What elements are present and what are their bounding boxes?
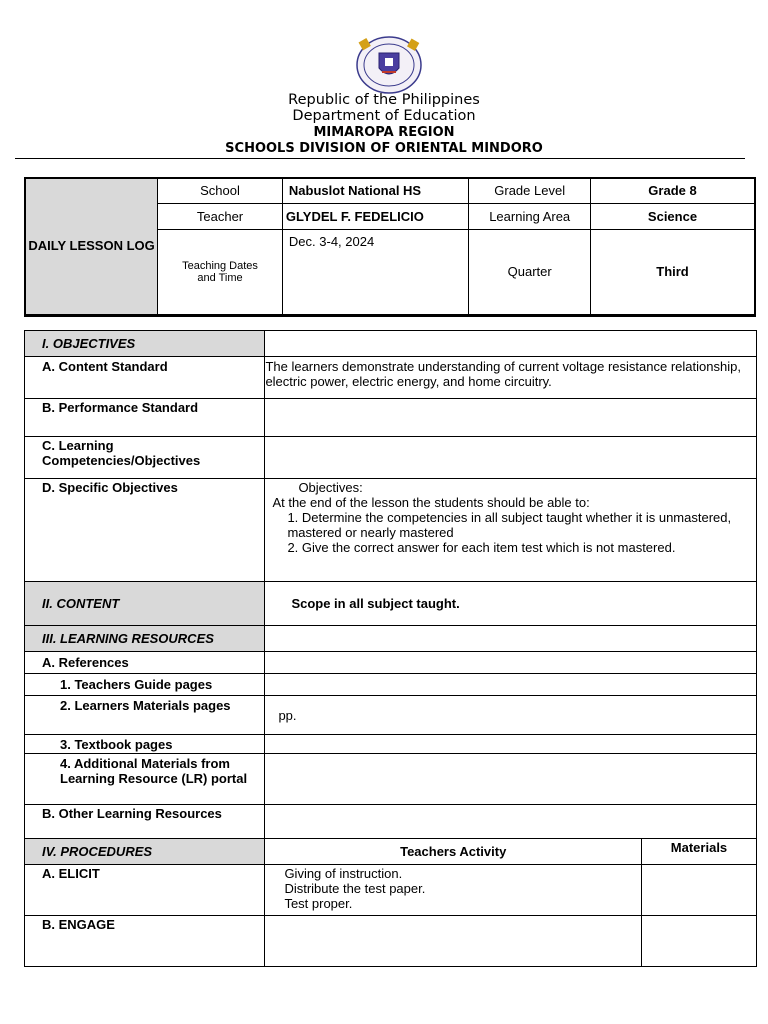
header-divider [15, 158, 745, 159]
daily-lesson-log-title: DAILY LESSON LOG [25, 178, 158, 315]
lesson-plan-table [24, 330, 757, 967]
elicit-step-1: Giving of instruction. [284, 866, 403, 881]
learning-area-value: Science [591, 203, 755, 229]
teachers-guide-value [265, 674, 757, 696]
references-value [265, 652, 757, 674]
header-region: MIMAROPA REGION [313, 125, 455, 140]
content-standard-label: A. Content Standard [25, 357, 265, 399]
performance-standard-value [265, 399, 757, 437]
engage-label: B. ENGAGE [25, 916, 265, 967]
school-label: School [158, 178, 283, 203]
engage-materials [641, 916, 756, 967]
elicit-materials [641, 865, 756, 916]
textbook-pages-label: 3. Textbook pages [25, 735, 265, 754]
learning-resources-heading: III. LEARNING RESOURCES [25, 626, 265, 652]
engage-activity [265, 916, 642, 967]
teachers-guide-label: 1. Teachers Guide pages [25, 674, 265, 696]
learners-materials-value: pp. [265, 696, 757, 735]
additional-materials-value [265, 754, 757, 805]
performance-standard-label: B. Performance Standard [25, 399, 265, 437]
specific-objective-1: 1. Determine the competencies in all subject taught whether it is unmastered, mastered or nearly mastered [287, 510, 732, 540]
learning-competencies-value [265, 437, 757, 479]
objectives-cell [265, 331, 757, 357]
other-resources-label: B. Other Learning Resources [25, 805, 265, 839]
lesson-info-table [24, 177, 756, 317]
specific-objectives-value [265, 479, 757, 582]
objectives-heading: I. OBJECTIVES [25, 331, 265, 357]
specific-objective-2: 2. Give the correct answer for each item test which is not mastered. [287, 540, 676, 555]
teachers-activity-header: Teachers Activity [265, 839, 642, 865]
content-value: Scope in all subject taught. [265, 582, 757, 626]
content-heading: II. CONTENT [25, 582, 265, 626]
teaching-dates-value: Dec. 3-4, 2024 [282, 229, 468, 315]
elicit-activity [265, 865, 642, 916]
header-department: Department of Education [292, 108, 476, 124]
elicit-step-2: Distribute the test paper. [284, 881, 426, 896]
specific-objectives-title: Objectives: [298, 480, 363, 495]
procedures-heading: IV. PROCEDURES [25, 839, 265, 865]
materials-header: Materials [641, 839, 756, 865]
elicit-label: A. ELICIT [25, 865, 265, 916]
additional-materials-label: 4. Additional Materials from Learning Resource (LR) portal [25, 754, 265, 805]
specific-objectives-intro: At the end of the lesson the students should be able to: [272, 495, 590, 510]
references-label: A. References [25, 652, 265, 674]
deped-seal [355, 36, 423, 94]
teaching-dates-label: Teaching Dates and Time [158, 229, 283, 315]
teacher-label: Teacher [158, 203, 283, 229]
header-republic: Republic of the Philippines [288, 92, 480, 108]
content-standard-value: The learners demonstrate understanding of current voltage resistance relationship, electric power, electric energy, and home circuitry. [265, 357, 757, 399]
quarter-label: Quarter [469, 229, 591, 315]
learners-materials-label: 2. Learners Materials pages [25, 696, 265, 735]
other-resources-value [265, 805, 757, 839]
header-division: SCHOOLS DIVISION OF ORIENTAL MINDORO [225, 141, 543, 156]
school-value: Nabuslot National HS [282, 178, 468, 203]
grade-level-value: Grade 8 [591, 178, 755, 203]
elicit-step-3: Test proper. [284, 896, 353, 911]
learning-competencies-label: C. Learning Competencies/Objectives [25, 437, 265, 479]
grade-level-label: Grade Level [469, 178, 591, 203]
learning-resources-cell [265, 626, 757, 652]
textbook-pages-value [265, 735, 757, 754]
quarter-value: Third [591, 229, 755, 315]
learning-area-label: Learning Area [469, 203, 591, 229]
specific-objectives-label: D. Specific Objectives [25, 479, 265, 582]
teacher-value: GLYDEL F. FEDELICIO [282, 203, 468, 229]
